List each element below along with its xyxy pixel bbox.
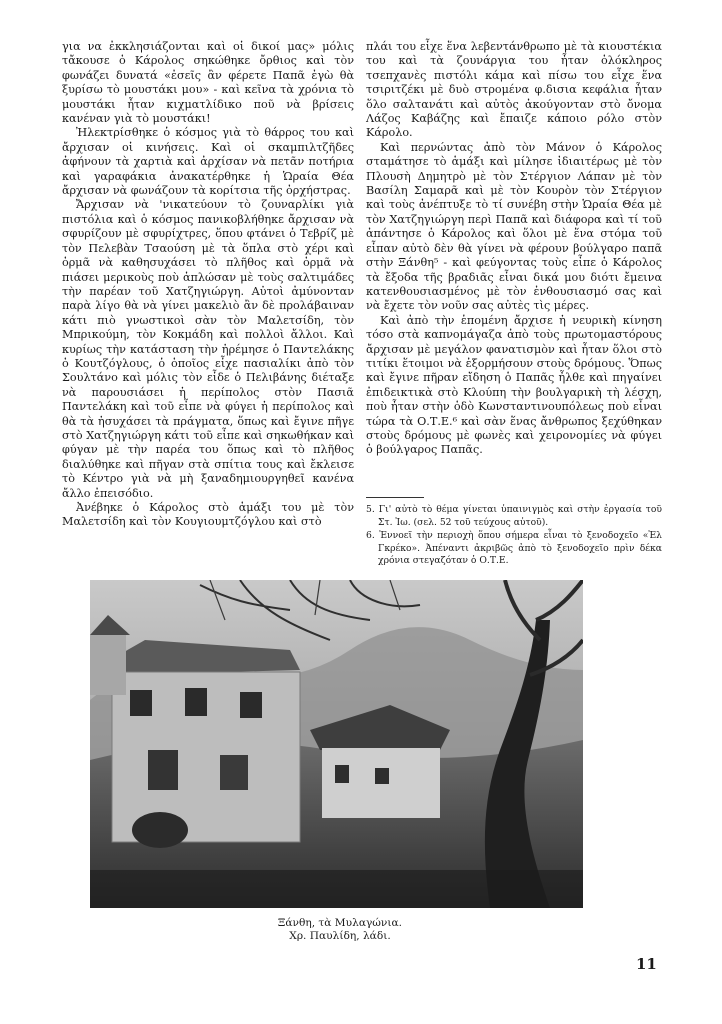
paragraph: για να ἐκκλησιάζονται καὶ οἱ δικοί μας» μόλις τἄκουσε ὁ Κάρολος σηκώθηκε ὄρθιος καὶ τὸν φωνάζει δυνατά «ἐσεῖς ἂν φέρετε Παπᾶ ἐγὼ θὰ ξυρίσω τὸ μουστάκι μου» - καὶ κεῖνα τὰ χρόνια τὸ μουστάκι ἦταν κιχματλίδικο ποῦ νὰ βρίσεις κανέναν γιὰ τὸ μουστάκι! bbox=[62, 40, 354, 126]
left-text-column bbox=[62, 40, 354, 530]
footnote-5: 5. Γι' αὐτὸ τὸ θέμα γίνεται ὑπαινιγμὸς καὶ στὴν ἐργασία τοῦ Στ. Ἰω. (σελ. 52 τοῦ τεύχους αὐτοῦ). bbox=[366, 504, 662, 528]
paragraph: Καὶ περνώντας ἀπὸ τὸν Μάνον ὁ Κάρολος σταμάτησε τὸ ἁμάξι καὶ μίλησε ἰδιαιτέρως μὲ τὸν Πλουσὴ Δημητρὸ μὲ τὸν Στέργιον Λάπαν μὲ τὸν Βασίλη Σαμαρᾶ καὶ μὲ τὸν Κουρὸν τὸν Στέργιον καὶ τοὺς ἀνέπτυξε τὸ τί συνέβη στὴν Ὡραία Θέα μὲ τὸν Χατζηγιώργη περὶ Παπᾶ καὶ διάφορα καὶ τί τοῦ ἀπάντησε ὁ Κάρολος καὶ ὅλοι μὲ ἕνα στόμα τοῦ εἶπαν αὐτὸ δὲν θὰ γίνει νὰ φέρουν βούλγαρο παπᾶ στὴν Ξάνθη⁵ - καὶ φεύγοντας τοὺς εἶπε ὁ Κάρολος τὰ ἔξοδα τῆς βραδιᾶς εἶναι δικά μου διότι ἔμεινα κατενθουσιασμένος μὲ τὸν ἐνθουσιασμό σας καὶ νὰ ἔχετε τὸν νοῦν σας αὐτὲς τὶς μέρες. bbox=[366, 140, 662, 313]
figure-caption bbox=[190, 917, 490, 943]
caption-credit: Χρ. Παυλίδη, λάδι. bbox=[289, 930, 391, 942]
paragraph: πλάι του εἶχε ἕνα λεβεντάνθρωπο μὲ τὰ κιουστέκια του καὶ τὰ ζουνάργια του ἦταν ὁλόκληρος τσεπχανὲς πιστόλι κάμα καὶ πίσω του εἶχε ἕνα τσιριτζέκι μὲ δυὸ στρομένα φ.δισια κεφάλια ἦταν ὅλο σαλτανάτι καὶ αὐτὸς ἀκούγονταν στὸ ὄνομα Λάζος Καβάζης καὶ ἔπαιζε κάποιο ρόλο στὸν Κάρολο. bbox=[366, 40, 662, 140]
painting-photo bbox=[90, 580, 583, 908]
page-number: 11 bbox=[636, 955, 657, 973]
paragraph: Ἄρχισαν νὰ 'νικατεύουν τὸ ζουναρλίκι γιὰ πιστόλια καὶ ὁ κόσμος πανικοβλήθηκε ἄρχισαν νὰ σφυρίζουν μὲ σφυρίχτρες, ὅπου φτάνει ὁ Τεβρίζ μὲ τὸν Πελεβὰν Τσαούση μὲ τὰ ὅπλα στὸ χέρι καὶ ὁρμᾶ νὰ καθησυχάσει τὸ πλῆθος καὶ ὁρμᾶ νὰ πιάσει μερικοὺς ποὺ ἁπλώσαν μὲ τοὺς σαλτιμάδες τὴν παρέαν τοῦ Χατζηγιώργη. Αὐτοὶ ἀμύνονταν παρὰ λίγο θὰ νὰ γίνει μακελιὸ ἂν δὲ προλάβαιναν κάτι πιὸ γνωστικοὶ σὰν τὸν Μαλετσίδη, τὸν Μπρικούμη, τὸν Κοκμάδη καὶ πολλοὶ ἄλλοι. Καὶ κυρίως τὴν κατάσταση τὴν ἡρέμησε ὁ Παντελάκης ὁ Κουτζόγλους, ὁ ὁποῖος εἶχε πασιαλίκι ἀπὸ τὸν Σουλτάνο καὶ μόλις τὸν εἶδε ὁ Πελιβάνης διέταξε νὰ παρουσιάσει ἡ περίπολος στὸν Πασιᾶ Παντελάκη καὶ τοῦ εἶπε νὰ φύγει ἡ περίπολος καὶ θὰ τὰ ἡσυχάσει τὰ πράγματα, ὅπως καὶ ἔγινε πῆγε στὸ Χατζηγιώργη κάτι τοῦ εἶπε καὶ σηκωθήκαν καὶ φύγαν μὲ τὴν παρέα του ὅπως καὶ τὸ πλῆθος διαλύθηκε καὶ πῆγαν στὰ σπίτια τους καὶ ἔκλεισε τὸ Κέντρο γιὰ νὰ μὴ ξαναδημιουργηθεῖ κανένα ἄλλο ἐπεισόδιο. bbox=[62, 198, 354, 500]
right-text-column bbox=[366, 40, 662, 458]
paragraph: Ἀνέβηκε ὁ Κάρολος στὸ ἁμάξι του μὲ τὸν Μαλετσίδη καὶ τὸν Κουγιουμτζόγλου καὶ στὸ bbox=[62, 501, 354, 529]
footnote-6: 6. Ἐννοεῖ τὴν περιοχὴ ὅπου σήμερα εἶναι τὸ ξενοδοχεῖο «Ἐλ Γκρέκο». Ἀπέναντι ἀκριβῶς ἀπὸ τὸ ξενοδοχεῖο πρὶν δέκα χρόνια στεγαζόταν ὁ Ο.Τ.Ε. bbox=[366, 530, 662, 566]
caption-title: Ξάνθη, τὰ Μυλαγώνια. bbox=[277, 917, 403, 929]
footnote-rule bbox=[366, 497, 424, 498]
paragraph: Ἠλεκτρίσθηκε ὁ κόσμος γιὰ τὸ θάρρος του καὶ ἄρχισαν οἱ κινήσεις. Καὶ οἱ σκαμπιλτζῆδες ἀφήνουν τὰ χαρτιὰ καὶ ἀρχίσαν νὰ πετᾶν ποτήρια καὶ γαραφάκια ἀνακατέρθηκε ἡ Ὡραία Θέα ἄρχισαν νὰ φωνάζουν τὰ κορίτσια τῆς ὀρχήστρας. bbox=[62, 126, 354, 198]
footnotes bbox=[366, 497, 662, 569]
paragraph: Καὶ ἀπὸ τὴν ἑπομένη ἄρχισε ἡ νευρικὴ κίνηση τόσο στὰ καπνομάγαζα ἀπὸ τοὺς πρωτομαστόρους ἄρχισαν μὲ μεγάλον φανατισμὸν καὶ ἦταν ὅλοι στὸ τιτίκι ἕτοιμοι νὰ ἐξορμήσουν στοὺς δρόμους. Ὅπως καὶ ἔγινε πῆραν εἴδηση ὁ Παπᾶς ἦλθε καὶ πηγαίνει ἐπιδεικτικὰ στὸ Κλούπη τὴν βουλγαρικὴ τὴ λέσχη, ποὺ ἦταν στὴν ὁδὸ Κωνσταντινουπόλεως ποὺ εἶναι τώρα τὰ Ο.Τ.Ε.⁶ καὶ σὰν ἕνας ἄνθρωπος ξεχύθηκαν στοὺς δρόμους μὲ φωνὲς καὶ χειρονομίες νὰ φύγει ὁ βούλγαρος Παπᾶς. bbox=[366, 313, 662, 457]
